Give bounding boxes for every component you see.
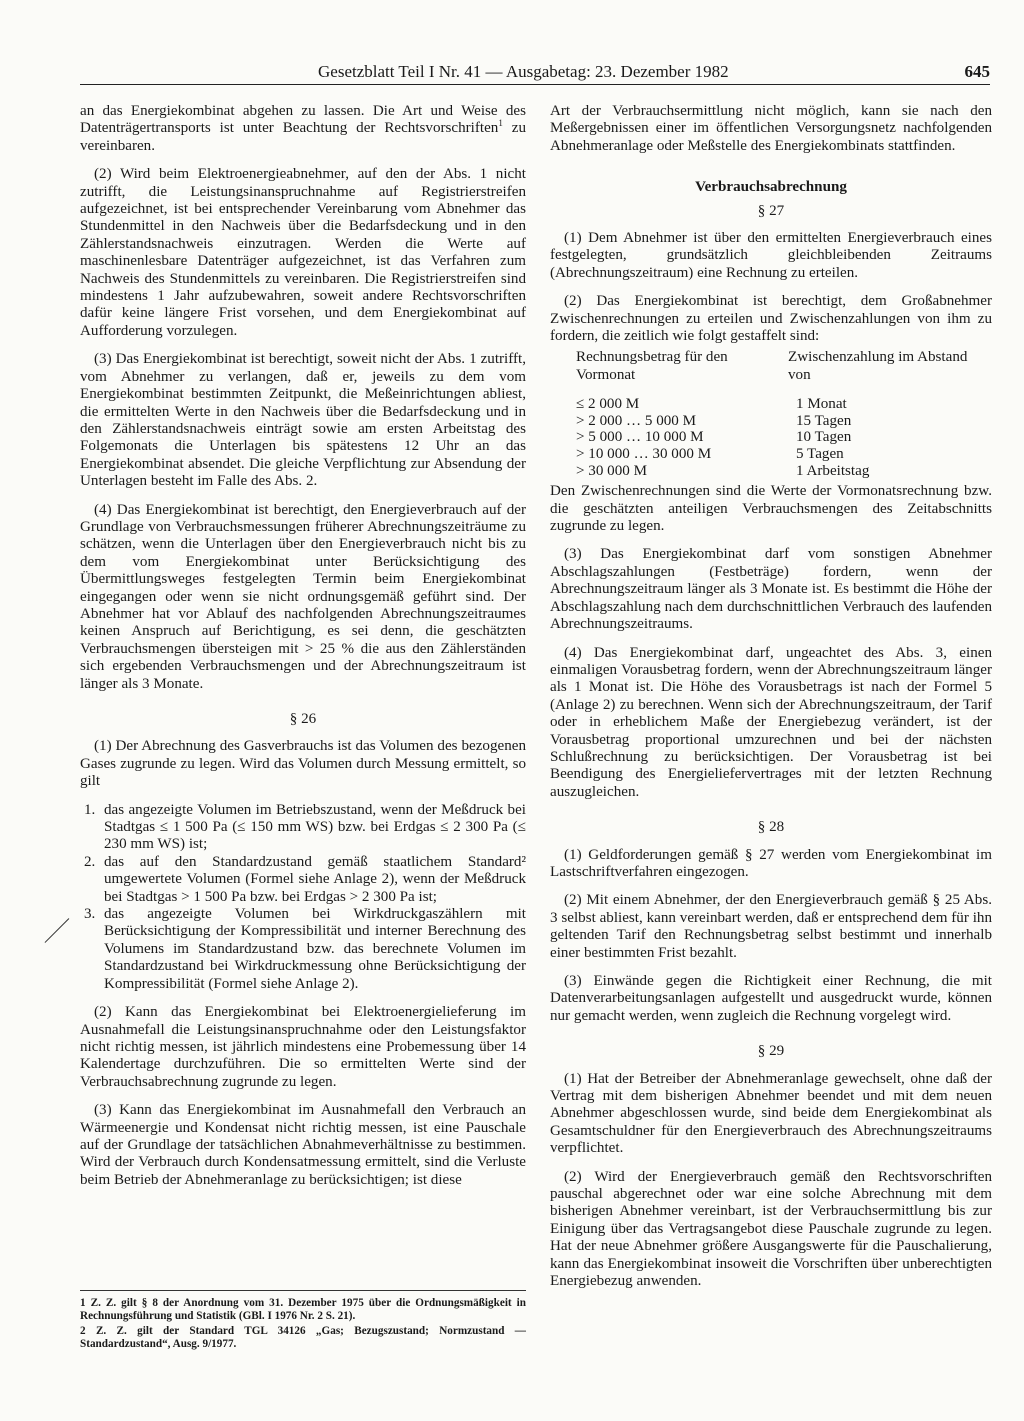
list-item-number: 2. — [84, 853, 96, 870]
s27-para-3: (3) Das Energiekombinat darf vom sonstigen Abnehmer Abschlagszahlungen (Festbeträge) fordern, wenn der Abrechnungszeitraum länger als 3 Monate ist. Es bestimmt die Höhe der Abschlagszahlung nach dem durchschnittlichen Verbrauch des laufenden Abrechnungszeitraums. — [550, 546, 992, 633]
table-header-cell: Rechnungsbetrag für den Vormonat — [576, 349, 728, 383]
table-cell-interval: 1 Monat — [796, 396, 847, 413]
table-cell-amount: > 5 000 … 10 000 M — [576, 429, 704, 446]
table-cell-interval: 10 Tagen — [796, 429, 852, 446]
table-cell-interval: 1 Arbeitstag — [796, 462, 870, 479]
s26-item-list — [80, 802, 526, 993]
list-item-text: das angezeigte Volumen bei Wirkdruckgaszählern mit Berücksichtigung der Kompressibilität und interner Berechnung des Volumens im Standardzustand bzw. das berechnete Volumen im Standardzustand bei Wirkdruckmessung ohne Berücksichtigung der Kompressibilität (Formel siehe Anlage 2). — [104, 906, 526, 992]
footnote-1: 1 Z. Z. gilt § 8 der Anordnung vom 31. Dezember 1975 über die Ordnungsmäßigkeit in Rechnungsführung und Statistik (GBl. I 1976 Nr. 2 S. 21). — [80, 1297, 526, 1322]
paragraph-continued-right: Art der Verbrauchsermittlung nicht möglich, kann sie nach den Meßergebnissen einer im öffentlichen Versorgungsnetz nachfolgenden Abnehmeranlage oder Meßstelle des Energiekombinats stattfinden. — [550, 103, 992, 154]
section-heading-26: § 26 — [289, 711, 317, 727]
s27-para-2: (2) Das Energiekombinat ist berechtigt, dem Großabnehmer Zwischenrechnungen zu erteilen und Zwischenzahlungen von ihm zu fordern, die zeitlich wie folgt gestaffelt sind: — [550, 293, 992, 345]
s27-para-1: (1) Dem Abnehmer ist über den ermittelten Energieverbrauch eines festgelegten, grundsätzlich gleichbleibenden Zeitraums (Abrechnungszeitraum) eine Rechnung zu erteilen. — [550, 230, 992, 281]
table-row — [576, 413, 976, 430]
s27-para-2-continued: Den Zwischenrechnungen sind die Werte der Vormonatsrechnung bzw. die geschätzten anteiligen Verbrauchsmengen des Zeitabschnitts zugrunde zu legen. — [550, 483, 992, 535]
s28-para-2: (2) Mit einem Abnehmer, der den Energieverbrauch gemäß § 25 Abs. 3 selbst abliest, kann vereinbart werden, daß er entsprechend dem für ihn geltenden Tarif den Rechnungsbetrag selbst bestimmt und innerhalb einer bestimmten Frist bezahlt. — [550, 892, 992, 961]
s25-para-3: (3) Das Energiekombinat ist berechtigt, soweit nicht der Abs. 1 zutrifft, vom Abnehmer zu verlangen, daß er, jeweils zu dem vom Energiekombinat bestimmten Zeitpunkt, die Meßeinrichtungen abliest, die ermittelten Werte in den Nachweis über die Bedarfsdeckung und in den Zählerstandsnachweis einträgt sowie am ersten Arbeitstag des Folgemonats die Unterlagen bis spätestens 12 Uhr an das Energiekombinat absendet. Die gleiche Verpflichtung zur Absendung der Unterlagen besteht im Falle des Abs. 2. — [80, 351, 526, 490]
list-item-number: 3. — [84, 906, 96, 923]
table-cell-amount: > 2 000 … 5 000 M — [576, 412, 697, 429]
table-header-cell: Zwischenzahlung im Abstand von — [788, 349, 968, 383]
table-row — [576, 396, 976, 413]
list-item-text: das angezeigte Volumen im Betriebszustand, wenn der Meßdruck bei Stadtgas ≤ 1 500 Pa (≤ 150 mm WS) bzw. bei Erdgas ≤ 2 300 Pa (≤ 230 mm WS) ist; — [104, 801, 526, 853]
left-column — [80, 103, 526, 1200]
page-number: 645 — [964, 62, 990, 81]
table-row — [576, 463, 976, 480]
sub-heading: Verbrauchsabrechnung — [695, 179, 847, 196]
list-item-text: das auf den Standardzustand gemäß staatlichem Standard² umgewertete Volumen (Formel siehe Anlage 2), wenn der Meßdruck bei Stadtgas > 1 500 Pa bzw. bei Erdgas > 2 300 Pa ist; — [104, 853, 526, 905]
list-item — [80, 802, 526, 854]
table-cell-amount: > 30 000 M — [576, 462, 647, 479]
table-cell-amount: ≤ 2 000 M — [576, 396, 640, 413]
table-row — [576, 429, 976, 446]
paragraph-continued — [80, 103, 526, 155]
s29-para-2: (2) Wird der Energieverbrauch gemäß den Rechtsvorschriften pauschal abgerechnet oder war eine solche Abrechnung mit dem bisherigen Abnehmer vereinbart, ist der Verbrauchsermittlung bis zur Einigung über das Vertragsangebot diese Pauschale zugrunde zu legen. Hat der neue Abnehmer größere Ausgangswerte für die Pauschalierung, kann das Energiekombinat insoweit die Vorschriften über unberechtigten Energiebezug anwenden. — [550, 1168, 992, 1290]
header-title: Gesetzblatt Teil I Nr. 41 — Ausgabetag: 23. Dezember 1982 — [318, 62, 729, 81]
section-heading-28: § 28 — [757, 819, 785, 836]
s25-para-2: (2) Wird beim Elektroenergieabnehmer, auf den der Abs. 1 nicht zutrifft, die Leistungsinanspruchnahme auf Registrierstreifen aufgezeichnet, ist bei entsprechender Vereinbarung vom Abnehmer das Stundenmittel in den Nachweis über die Bedarfsdeckung und in den Zählerstandsnachweis einzutragen. Werden die Werte auf maschinenlesbare Datenträger aufgezeichnet, ist das Verfahren zum Nachweis des Stundenmittels zu vereinbaren. Die Registrierstreifen sind mindestens 1 Jahr aufzubewahren, soweit andere Rechtsvorschriften dafür keine längere Frist vorsehen, und dem Energiekombinat auf Aufforderung vorzulegen. — [80, 166, 526, 339]
s26-para-2: (2) Kann das Energiekombinat bei Elektroenergielieferung im Ausnahmefall die Leistungsinanspruchnahme oder den Leistungsfaktor nicht richtig messen, ist jährlich mindestens eine Probemessung über 14 Kalendertage durchzuführen. Die so ermittelten Werte sind der Verbrauchsabrechnung zugrunde zu legen. — [80, 1004, 526, 1090]
table-row — [576, 446, 976, 463]
s27-para-4: (4) Das Energiekombinat darf, ungeachtet des Abs. 3, einen einmaligen Vorausbetrag fordern, wenn der Abrechnungszeitraum länger als 1 Monat ist. Die Höhe des Vorausbetrags ist nach der Formel 5 (Anlage 2) zu berechnen. Wenn sich der Abrechnungszeitraum, der Tarif oder in erheblichem Maße der Energiebezug verändert, ist der Vorausbetrag proportional umzurechnen und bei der nächsten Schlußrechnung zu berücksichtigen. Der Vorausbetrag ist bei Beendigung des Energieliefervertrages mit der letzten Rechnung auszugleichen. — [550, 644, 992, 800]
table-cell-interval: 15 Tagen — [796, 412, 852, 429]
list-item-number: 1. — [84, 801, 96, 818]
s26-para-1: (1) Der Abrechnung des Gasverbrauchs ist das Volumen des bezogenen Gases zugrunde zu legen. Wird das Volumen durch Messung ermittelt, so gilt — [80, 738, 526, 790]
footnote-2: 2 Z. Z. gilt der Standard TGL 34126 „Gas; Bezugszustand; Normzustand — Standardzustand“, Ausg. 9/1977. — [80, 1325, 526, 1350]
section-heading-29: § 29 — [757, 1043, 785, 1060]
footnote-ref: 1 — [498, 118, 503, 129]
s25-para-4: (4) Das Energiekombinat ist berechtigt, den Energieverbrauch auf der Grundlage von Verbrauchsmessungen früherer Abrechnungszeiträume zu schätzen, wenn die Unterlagen über den Energieverbrauch nicht bis zu dem vom Energiekombinat unter Berücksichtigung des Übermittlungsweges festgelegten Termin beim Energiekombinat eingegangen oder wenn sie nicht ordnungsgemäß geführt sind. Der Abnehmer hat vor Ablauf des nachfolgenden Abrechnungszeitraumes keinen Anspruch auf Berichtigung, es sei denn, die geschätzten Verbrauchsmengen übersteigen mit > 25 % die aus den Zählerständen sich ergebenden Verbrauchsmengen und der Abrechnungszeitraum ist länger als 3 Monate. — [80, 501, 526, 692]
paragraph-text-tail: zu vereinbaren. — [80, 120, 526, 154]
list-item — [80, 906, 526, 993]
payment-schedule-table — [576, 349, 976, 479]
table-cell-interval: 5 Tagen — [796, 446, 844, 463]
s28-para-3: (3) Einwände gegen die Richtigkeit einer Rechnung, die mit Datenverarbeitungsanlagen aufgestellt und ausgedruckt wurde, können nur gemacht werden, wenn zugleich die Rechnung vorgelegt wird. — [550, 973, 992, 1024]
table-header-row — [576, 349, 976, 396]
section-heading-27: § 27 — [757, 202, 785, 219]
list-item — [80, 854, 526, 906]
footnotes — [80, 1290, 526, 1353]
s29-para-1: (1) Hat der Betreiber der Abnehmeranlage gewechselt, ohne daß der Vertrag mit dem bisherigen Abnehmer beendet und mit dem neuen Abnehmer abgeschlossen wurde, sind beide dem Energiekombinat als Gesamtschuldner für den Energieverbrauch des Abrechnungszeitraums verpflichtet. — [550, 1070, 992, 1157]
table-cell-amount: > 10 000 … 30 000 M — [576, 446, 712, 463]
paragraph-text: an das Energiekombinat abgehen zu lassen. Die Art und Weise des Datenträgertransports ist unter Beachtung der Rechtsvorschriften — [80, 103, 526, 137]
right-column — [550, 103, 992, 1302]
page-header — [80, 62, 990, 85]
s26-para-3: (3) Kann das Energiekombinat im Ausnahmefall den Verbrauch an Wärmeenergie und Kondensat nicht richtig messen, ist eine Pauschale auf der Grundlage der tatsächlichen Abnahmeverhältnisse zu bestimmen. Wird der Verbrauch durch Kondensatmessung ermittelt, sind die Verluste beim Betrieb der Abnehmeranlage zu berücksichtigen; ist diese — [80, 1102, 526, 1188]
margin-mark — [45, 918, 70, 943]
s28-para-1: (1) Geldforderungen gemäß § 27 werden vom Energiekombinat im Lastschriftverfahren eingezogen. — [550, 846, 992, 880]
